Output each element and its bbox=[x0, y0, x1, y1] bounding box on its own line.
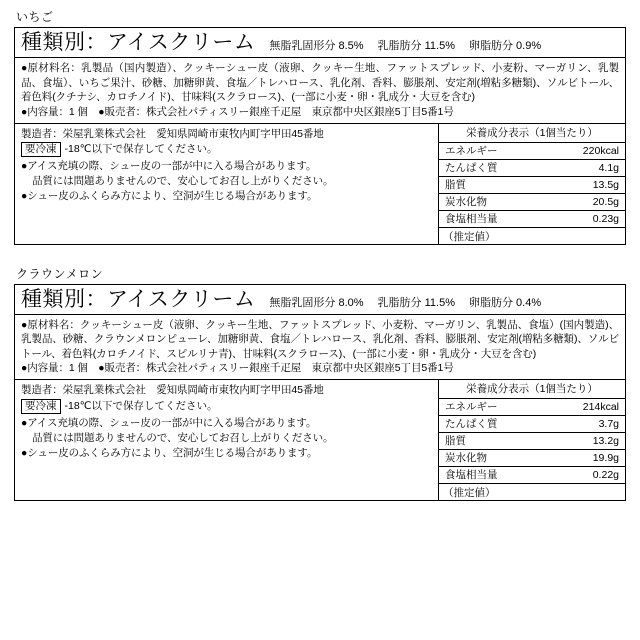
table-row bbox=[439, 399, 625, 416]
table-row bbox=[439, 416, 625, 433]
kind-header-row bbox=[15, 28, 625, 58]
table-row bbox=[439, 210, 625, 227]
nutrition-value: 13.2g bbox=[545, 433, 625, 450]
product-label-panel bbox=[14, 267, 626, 502]
ingredients-block bbox=[15, 58, 625, 124]
spec-nonfat-milk-solids: 無脂乳固形分 8.5% bbox=[269, 40, 364, 52]
spec-egg-fat: 卵脂肪分 0.4% bbox=[468, 296, 542, 309]
storage-row bbox=[21, 142, 432, 157]
nutrition-block bbox=[439, 380, 625, 500]
nutrition-value: 220kcal bbox=[545, 143, 625, 160]
storage-badge: 要冷凍 bbox=[21, 142, 61, 157]
nutrition-label: 脂質 bbox=[439, 433, 545, 450]
nutrition-footnote: （推定値） bbox=[443, 230, 496, 243]
nutrition-value: 0.22g bbox=[545, 467, 625, 484]
fat-spec-group bbox=[269, 40, 541, 53]
table-row bbox=[439, 176, 625, 193]
kind-header-row bbox=[15, 285, 625, 315]
nutrition-table bbox=[439, 143, 625, 228]
nutrition-value: 19.9g bbox=[545, 450, 625, 467]
nutrition-label: たんぱく質 bbox=[439, 416, 545, 433]
nutrition-value: 20.5g bbox=[545, 193, 625, 210]
flavor-name: クラウンメロン bbox=[16, 266, 104, 281]
kind-label: 種類別：アイスクリーム bbox=[21, 31, 256, 54]
nutrition-label: エネルギー bbox=[439, 399, 545, 416]
note-line-3: ●シュー皮のふくらみ方により、空洞が生じる場合があります。 bbox=[21, 446, 318, 459]
table-row bbox=[439, 450, 625, 467]
manufacturer-text: 製造者：栄屋乳業株式会社 愛知県岡崎市東牧内町字甲田45番地 bbox=[21, 384, 324, 396]
nutrition-label: 脂質 bbox=[439, 176, 545, 193]
nutrition-value: 4.1g bbox=[545, 159, 625, 176]
note-line-1: ●アイス充填の際、シュー皮の一部が中に入る場合があります。 bbox=[21, 160, 317, 172]
note-line-3: ●シュー皮のふくらみ方により、空洞が生じる場合があります。 bbox=[21, 190, 318, 202]
storage-text: -18℃以下で保存してください。 bbox=[64, 143, 218, 155]
spec-egg-fat: 卵脂肪分 0.9% bbox=[468, 40, 542, 52]
nutrition-label: 炭水化物 bbox=[439, 450, 545, 467]
table-row bbox=[439, 193, 625, 210]
nutrition-label: 食塩相当量 bbox=[439, 467, 545, 484]
note-line-1: ●アイス充填の際、シュー皮の一部が中に入る場合があります。 bbox=[21, 416, 317, 429]
fat-spec-group bbox=[269, 297, 541, 310]
nutrition-block bbox=[439, 124, 625, 244]
nutrition-value: 3.7g bbox=[545, 416, 625, 433]
nutrition-label: 食塩相当量 bbox=[439, 210, 545, 227]
nutrition-value: 0.23g bbox=[545, 210, 625, 227]
volume-seller-text: ●内容量：1 個 ●販売者：株式会社パティスリー銀座千疋屋 東京都中央区銀座5丁目5番1号 bbox=[21, 105, 454, 118]
flavor-name: いちご bbox=[16, 10, 54, 24]
ingredients-text: ●原材料名：クッキーシュー皮（液卵、クッキー生地、ファットスプレッド、小麦粉、マーガリン、乳製品、食塩）(国内製造)、乳製品、砂糖、クラウンメロンピューレ、加糖卵黄、食塩／トレハロース、乳化剤、香料、膨脹剤、安定剤(増粘多糖類)、ソルビトール、着色料(カロチノイド、スピルリナ青)、甘味料(スクラロース)、(一部に小麦・卵・乳成分・大豆を含む) bbox=[21, 318, 619, 360]
ingredients-text: ●原材料名：乳製品（国内製造）、クッキーシュー皮（液卵、クッキー生地、ファットスプレッド、小麦粉、マーガリン、乳製品、食塩）、いちご果汁、砂糖、加糖卵黄、食塩／トレハロース、乳化剤、香料、膨脹剤、安定剤(増粘多糖類)、ソルビトール、着色料(クチナシ、カロチノイド)、甘味料(スクラロース)、(一部に小麦・卵・乳成分・大豆を含む) bbox=[21, 62, 619, 103]
storage-badge: 要冷凍 bbox=[21, 399, 61, 414]
nutrition-footnote: （推定値） bbox=[443, 487, 496, 499]
spec-milk-fat: 乳脂肪分 11.5% bbox=[377, 296, 455, 309]
table-row bbox=[439, 143, 625, 160]
table-row bbox=[439, 467, 625, 484]
kind-label: 種類別：アイスクリーム bbox=[21, 287, 256, 311]
nutrition-value: 214kcal bbox=[545, 399, 625, 416]
volume-seller-text: ●内容量：1 個 ●販売者：株式会社パティスリー銀座千疋屋 東京都中央区銀座5丁目5番1号 bbox=[21, 362, 454, 374]
nutrition-table bbox=[439, 399, 625, 484]
label-box bbox=[14, 27, 626, 245]
manufacturer-text: 製造者：栄屋乳業株式会社 愛知県岡崎市東牧内町字甲田45番地 bbox=[21, 127, 324, 140]
table-row bbox=[439, 159, 625, 176]
spec-nonfat-milk-solids: 無脂乳固形分 8.0% bbox=[269, 296, 364, 309]
ingredients-block bbox=[15, 315, 625, 381]
lower-section bbox=[15, 124, 625, 244]
nutrition-title: 栄養成分表示（1個当たり） bbox=[439, 124, 625, 143]
manufacturer-notes-block bbox=[15, 380, 439, 500]
spec-milk-fat: 乳脂肪分 11.5% bbox=[377, 40, 455, 52]
label-box bbox=[14, 284, 626, 502]
manufacturer-notes-block bbox=[15, 124, 439, 244]
nutrition-title: 栄養成分表示（1個当たり） bbox=[439, 380, 625, 399]
lower-section bbox=[15, 380, 625, 500]
note-line-2: 品質には問題ありませんので、安心してお召し上がりください。 bbox=[32, 175, 334, 187]
product-label-panel bbox=[14, 10, 626, 245]
nutrition-label: 炭水化物 bbox=[439, 193, 545, 210]
note-line-2: 品質には問題ありませんので、安心してお召し上がりください。 bbox=[32, 431, 334, 444]
storage-text: -18℃以下で保存してください。 bbox=[64, 399, 218, 412]
nutrition-label: エネルギー bbox=[439, 143, 545, 160]
nutrition-label: たんぱく質 bbox=[439, 159, 545, 176]
table-row bbox=[439, 433, 625, 450]
storage-row bbox=[21, 399, 432, 414]
nutrition-value: 13.5g bbox=[545, 176, 625, 193]
